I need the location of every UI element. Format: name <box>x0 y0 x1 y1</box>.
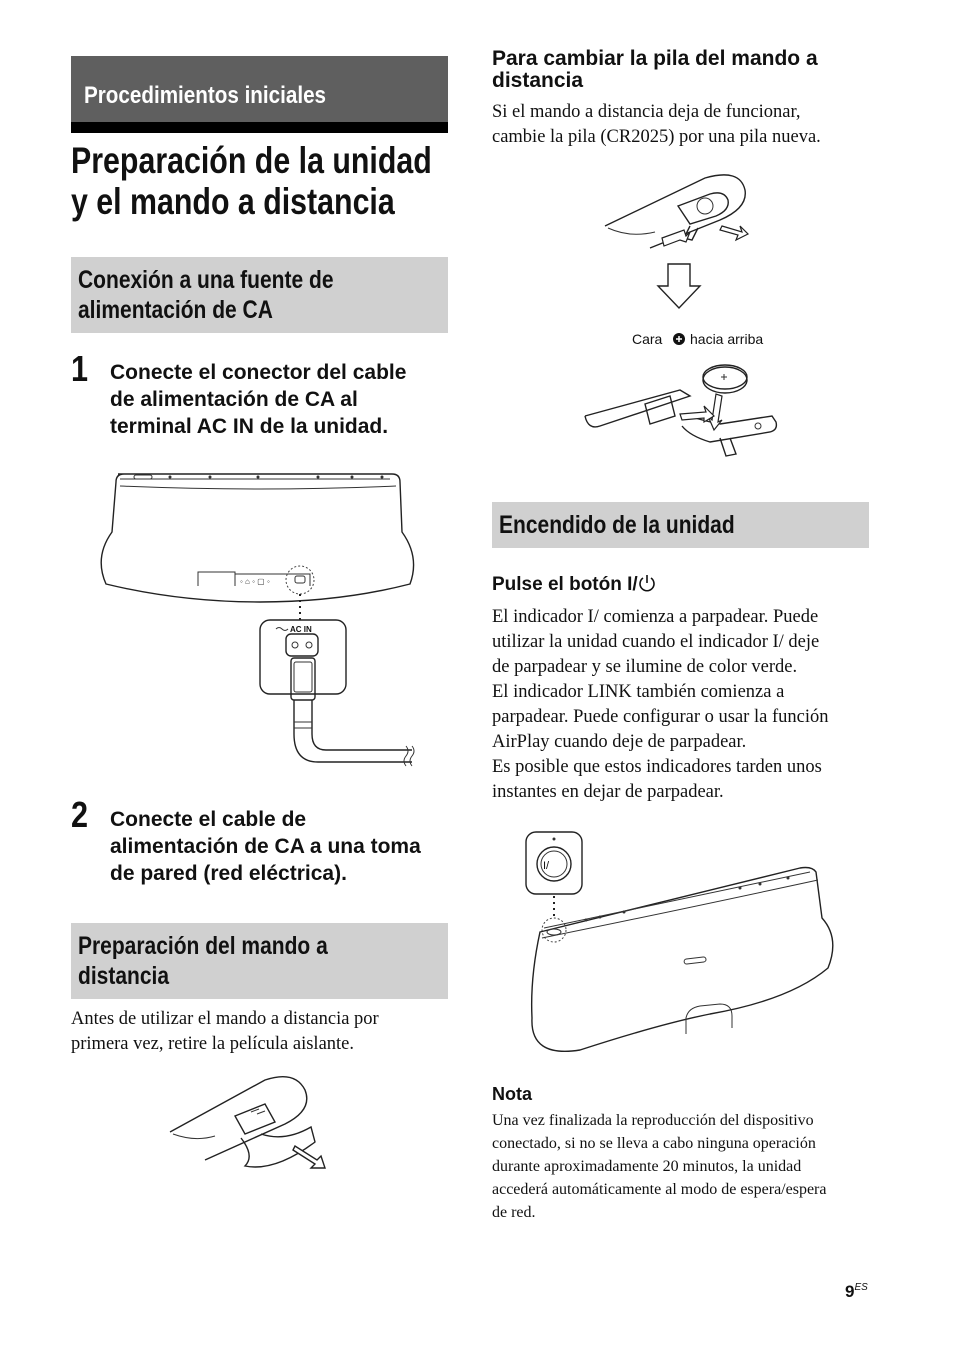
battery-illustration <box>580 168 800 468</box>
power-icon <box>638 574 656 592</box>
page-title: Preparación de la unidad y el mando a distancia <box>71 140 432 222</box>
section-banner <box>71 56 448 122</box>
speaker-ac-illustration <box>90 462 430 782</box>
step-number: 1 <box>71 348 89 389</box>
speaker-front-illustration <box>520 828 850 1063</box>
power-section-heading: Encendido de la unidad <box>492 502 869 548</box>
page-number: $9^{ES}$ <box>845 1282 868 1301</box>
battery-instructions: Si el mando a distancia deja de funcionar, cambie la pila (CR2025) por una pila nueva. <box>492 102 821 147</box>
battery-caption-after: hacia arriba <box>690 331 764 347</box>
battery-heading: Para cambiar la pila del mando a distancia <box>492 47 818 92</box>
ac-in-label: AC IN <box>290 625 312 634</box>
step-2-text: Conecte el cable de alimentación de CA a una toma de pared (red eléctrica). <box>110 808 421 885</box>
remote-film-illustration <box>165 1072 345 1177</box>
note-text: Una vez finalizada la reproducción del dispositivo conectado, si no se lleva a cabo ninguna operación durante aproximadamente 20 minutos, la unidad accederá automáticamente al modo de espera/espera de red. <box>492 1112 827 1221</box>
battery-caption-before: Cara <box>632 331 663 347</box>
remote-instructions: Antes de utilizar el mando a distancia por primera vez, retire la película aislante. <box>71 1009 379 1054</box>
power-subheading: Pulse el botón I/ <box>492 574 656 596</box>
step-1-text: Conecte el conector del cable de alimentación de CA al terminal AC IN de la unidad. <box>110 361 407 438</box>
note-title: Nota <box>492 1084 532 1104</box>
step-number: 2 <box>71 794 89 835</box>
ac-section-heading: Conexión a una fuente de alimentación de CA <box>71 257 448 333</box>
section-divider <box>71 122 448 133</box>
power-instructions: El indicador I/ comienza a parpadear. Puede utilizar la unidad cuando el indicador I/ deje de parpadear y se ilumine de color verde. El indicador LINK también comienza a parpadear. Puede configurar o usar la función AirPlay cuando deje de parpadear. Es posible que estos indicadores tarden unos instantes en dejar de parpadear. <box>492 607 829 802</box>
remote-section-heading: Preparación del mando a distancia <box>71 923 448 999</box>
section-label: Procedimientos iniciales <box>84 82 327 109</box>
svg-text:◦ ⌂ ◦ ▢ ◦: ◦ ⌂ ◦ ▢ ◦ <box>240 577 270 586</box>
button-label: I/ <box>543 860 550 872</box>
